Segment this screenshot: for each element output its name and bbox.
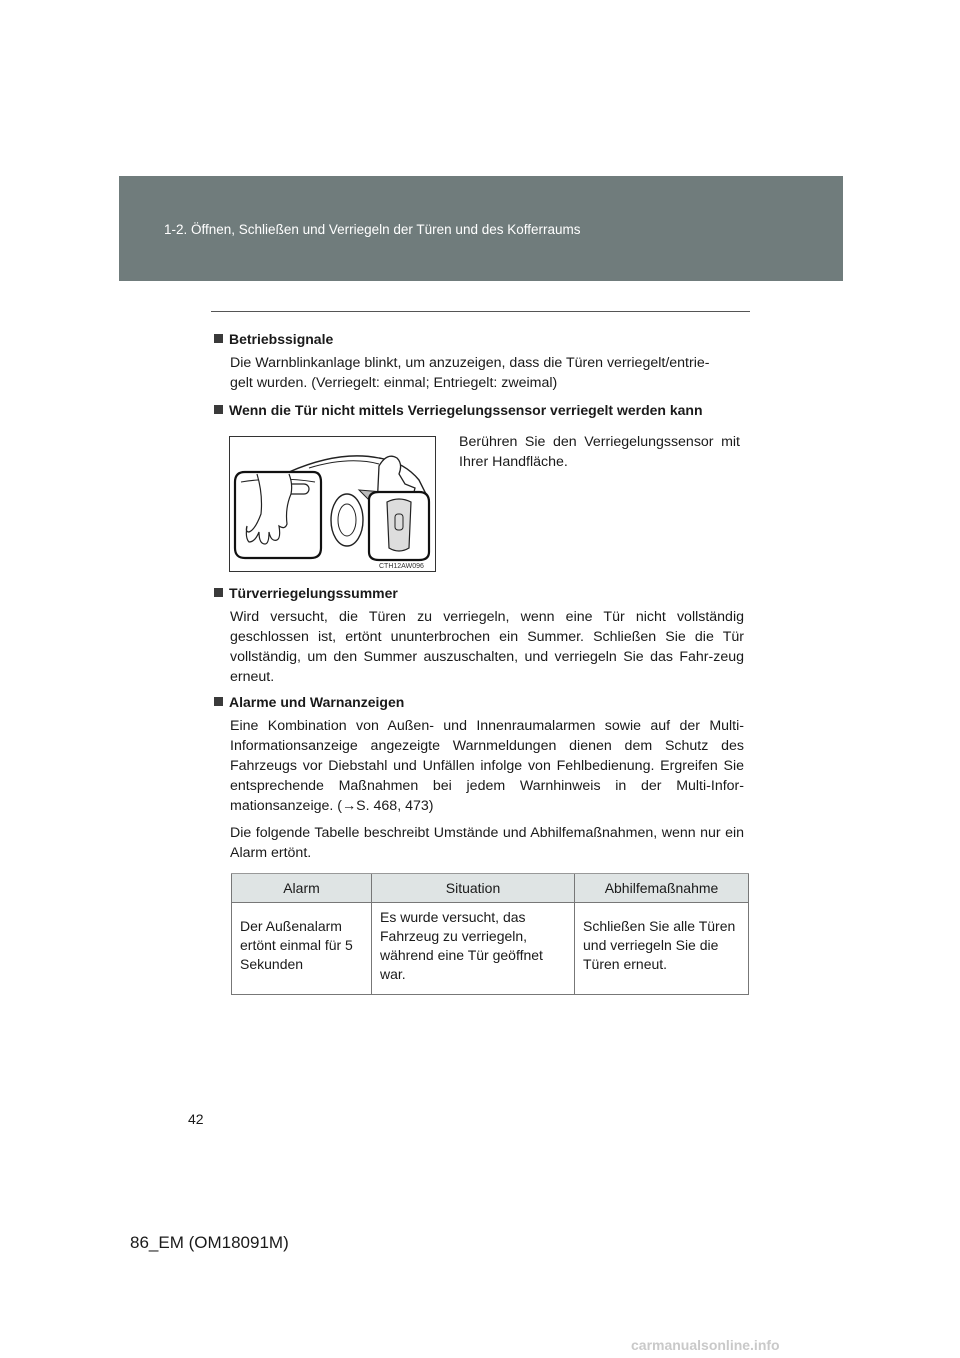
section-title: 1-2. Öffnen, Schließen und Verriegeln der Türen und des Kofferraums (164, 222, 581, 237)
figure-caption: Berühren Sie den Verriegelungssensor mit Ihrer Handfläche. (459, 434, 740, 470)
divider (211, 311, 750, 312)
page-number: 42 (188, 1111, 204, 1127)
heading-text: Alarme und Warnanzeigen (229, 694, 405, 710)
square-bullet-icon (214, 588, 223, 597)
table-header-row (232, 874, 749, 903)
paragraph-betriebssignale (230, 353, 744, 393)
document-code: 86_EM (OM18091M) (130, 1233, 289, 1252)
square-bullet-icon (214, 405, 223, 414)
table-cell: Es wurde versucht, das Fahrzeug zu verriegeln, während eine Tür geöffnet war. (372, 903, 575, 995)
paragraph-alarme: Eine Kombination von Außen- und Innenraumalarmen sowie auf der Multi-Informationsanzeige angezeigte Warnmeldungen dienen dem Schutz des Fahrzeugs vor Diebstahl und Unfällen infolge von Fehlbedienung. Ergreifen Sie entsprechende Maßnahmen bei jedem Warnhinweis in der Multi-Infor-mationsanzeige. (→S. 468, 473) (230, 718, 744, 814)
heading-summer (214, 585, 398, 601)
car-door-hand-illustration (229, 436, 436, 572)
line: gelt wurden. (Verriegelt: einmal; Entriegelt: zweimal) (230, 375, 558, 391)
table-row (232, 903, 749, 995)
column-header: Situation (372, 874, 575, 903)
heading-text: Wenn die Tür nicht mittels Verriegelungssensor verriegelt werden kann (229, 402, 703, 418)
square-bullet-icon (214, 697, 223, 706)
column-header: Alarm (232, 874, 372, 903)
watermark: carmanualsonline.info (631, 1337, 780, 1353)
figure-code: CTH12AW096 (379, 563, 424, 570)
paragraph-table-intro: Die folgende Tabelle beschreibt Umstände und Abhilfemaßnahmen, wenn nur ein Alarm ertönt. (230, 825, 744, 861)
table-cell: Schließen Sie alle Türen und verriegeln Sie die Türen erneut. (575, 903, 749, 995)
heading-text: Türverriegelungssummer (229, 585, 398, 601)
square-bullet-icon (214, 334, 223, 343)
heading-alarme (214, 694, 404, 710)
paragraph-summer: Wird versucht, die Türen zu verriegeln, wenn eine Tür nicht vollständig geschlossen ist, ertönt ununterbrochen ein Summer. Schließen Sie die Tür vollständig, um den Summer auszuschalten, und verriegeln Sie das Fahr-zeug erneut. (230, 609, 744, 685)
table-cell: Der Außenalarm ertönt einmal für 5 Sekunden (240, 918, 353, 972)
alarm-table (231, 873, 749, 995)
illustration-lock-sensor (229, 436, 436, 572)
line: Die Warnblinkanlage blinkt, um anzuzeigen, dass die Türen verriegelt/entrie- (230, 355, 710, 371)
heading-text: Betriebssignale (229, 331, 334, 347)
heading-sensor (214, 402, 703, 418)
column-header: Abhilfemaßnahme (575, 874, 749, 903)
heading-betriebssignale (214, 331, 333, 347)
